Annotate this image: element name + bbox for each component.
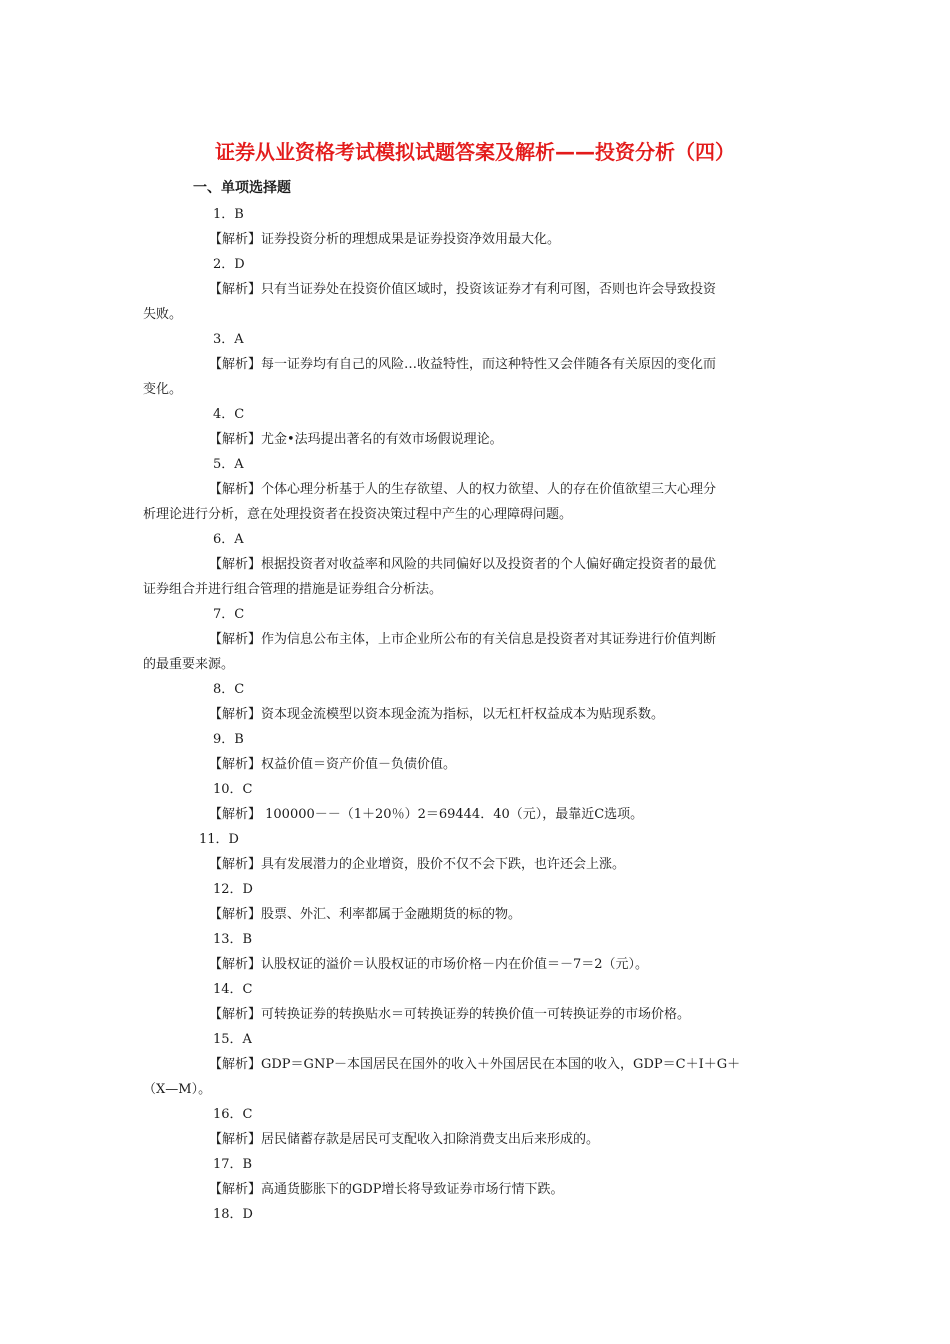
explanation-text: 【解析】尤金•法玛提出著名的有效市场假说理论。 <box>209 432 503 447</box>
explanation-continuation: 失败。 <box>143 307 183 322</box>
explanation-text: 【解析】资本现金流模型以资本现金流为指标，以无杠杆权益成本为贴现系数。 <box>209 707 665 722</box>
answer-number: 2．D <box>213 257 245 272</box>
explanation-text: 【解析】权益价值＝资产价值－负债价值。 <box>209 757 457 772</box>
explanation-text: 【解析】作为信息公布主体，上市企业所公布的有关信息是投资者对其证券进行价值判断 <box>209 632 717 647</box>
explanation-text: 【解析】股票、外汇、利率都属于金融期货的标的物。 <box>209 907 522 922</box>
answer-number: 18．D <box>213 1207 253 1222</box>
explanation-text: 【解析】高通货膨胀下的GDP增长将导致证券市场行情下跌。 <box>209 1182 564 1197</box>
answer-number: 11．D <box>199 832 239 847</box>
explanation-continuation: 变化。 <box>143 382 183 397</box>
explanation-text: 【解析】每一证券均有自己的风险…收益特性，而这种特性又会伴随各有关原因的变化而 <box>209 357 717 372</box>
answer-number: 14．C <box>213 982 253 997</box>
explanation-text: 【解析】只有当证券处在投资价值区域时，投资该证券才有利可图，否则也许会导致投资 <box>209 282 717 297</box>
explanation-text: 【解析】 100000－－（1＋20％）2＝69444．40（元），最靠近C选项。 <box>209 807 644 822</box>
document-title: 证券从业资格考试模拟试题答案及解析——投资分析（四） <box>215 140 735 164</box>
answer-list <box>143 202 805 1227</box>
explanation-continuation: 证券组合并进行组合管理的措施是证券组合分析法。 <box>143 582 443 597</box>
explanation-continuation: 的最重要来源。 <box>143 657 235 672</box>
explanation-continuation: 析理论进行分析，意在处理投资者在投资决策过程中产生的心理障碍问题。 <box>143 507 573 522</box>
explanation-text: 【解析】GDP＝GNP－本国居民在国外的收入＋外国居民在本国的收入，GDP＝C＋I＋G＋ <box>209 1057 741 1072</box>
answer-number: 1．B <box>213 207 244 222</box>
explanation-text: 【解析】个体心理分析基于人的生存欲望、人的权力欲望、人的存在价值欲望三大心理分 <box>209 482 717 497</box>
answer-number: 16．C <box>213 1107 253 1122</box>
answer-number: 13．B <box>213 932 253 947</box>
answer-number: 17．B <box>213 1157 253 1172</box>
answer-number: 10．C <box>213 782 253 797</box>
answer-number: 4．C <box>213 407 245 422</box>
section-heading: 一、单项选择题 <box>193 180 291 196</box>
explanation-text: 【解析】认股权证的溢价＝认股权证的市场价格－内在价值＝－7＝2（元）。 <box>209 957 649 972</box>
explanation-text: 【解析】可转换证券的转换贴水＝可转换证券的转换价值一可转换证券的市场价格。 <box>209 1007 691 1022</box>
answer-number: 9．B <box>213 732 244 747</box>
answer-number: 15．A <box>213 1032 252 1047</box>
explanation-text: 【解析】居民储蓄存款是居民可支配收入扣除消费支出后来形成的。 <box>209 1132 600 1147</box>
answer-number: 5．A <box>213 457 244 472</box>
answer-number: 12．D <box>213 882 253 897</box>
explanation-text: 【解析】根据投资者对收益率和风险的共同偏好以及投资者的个人偏好确定投资者的最优 <box>209 557 717 572</box>
answer-number: 7．C <box>213 607 245 622</box>
explanation-text: 【解析】证券投资分析的理想成果是证券投资净效用最大化。 <box>209 232 561 247</box>
answer-number: 3．A <box>213 332 244 347</box>
answer-number: 6．A <box>213 532 244 547</box>
explanation-continuation: （X—M）。 <box>143 1082 212 1097</box>
answer-number: 8．C <box>213 682 245 697</box>
explanation-text: 【解析】具有发展潜力的企业增资，股价不仅不会下跌，也许还会上涨。 <box>209 857 626 872</box>
